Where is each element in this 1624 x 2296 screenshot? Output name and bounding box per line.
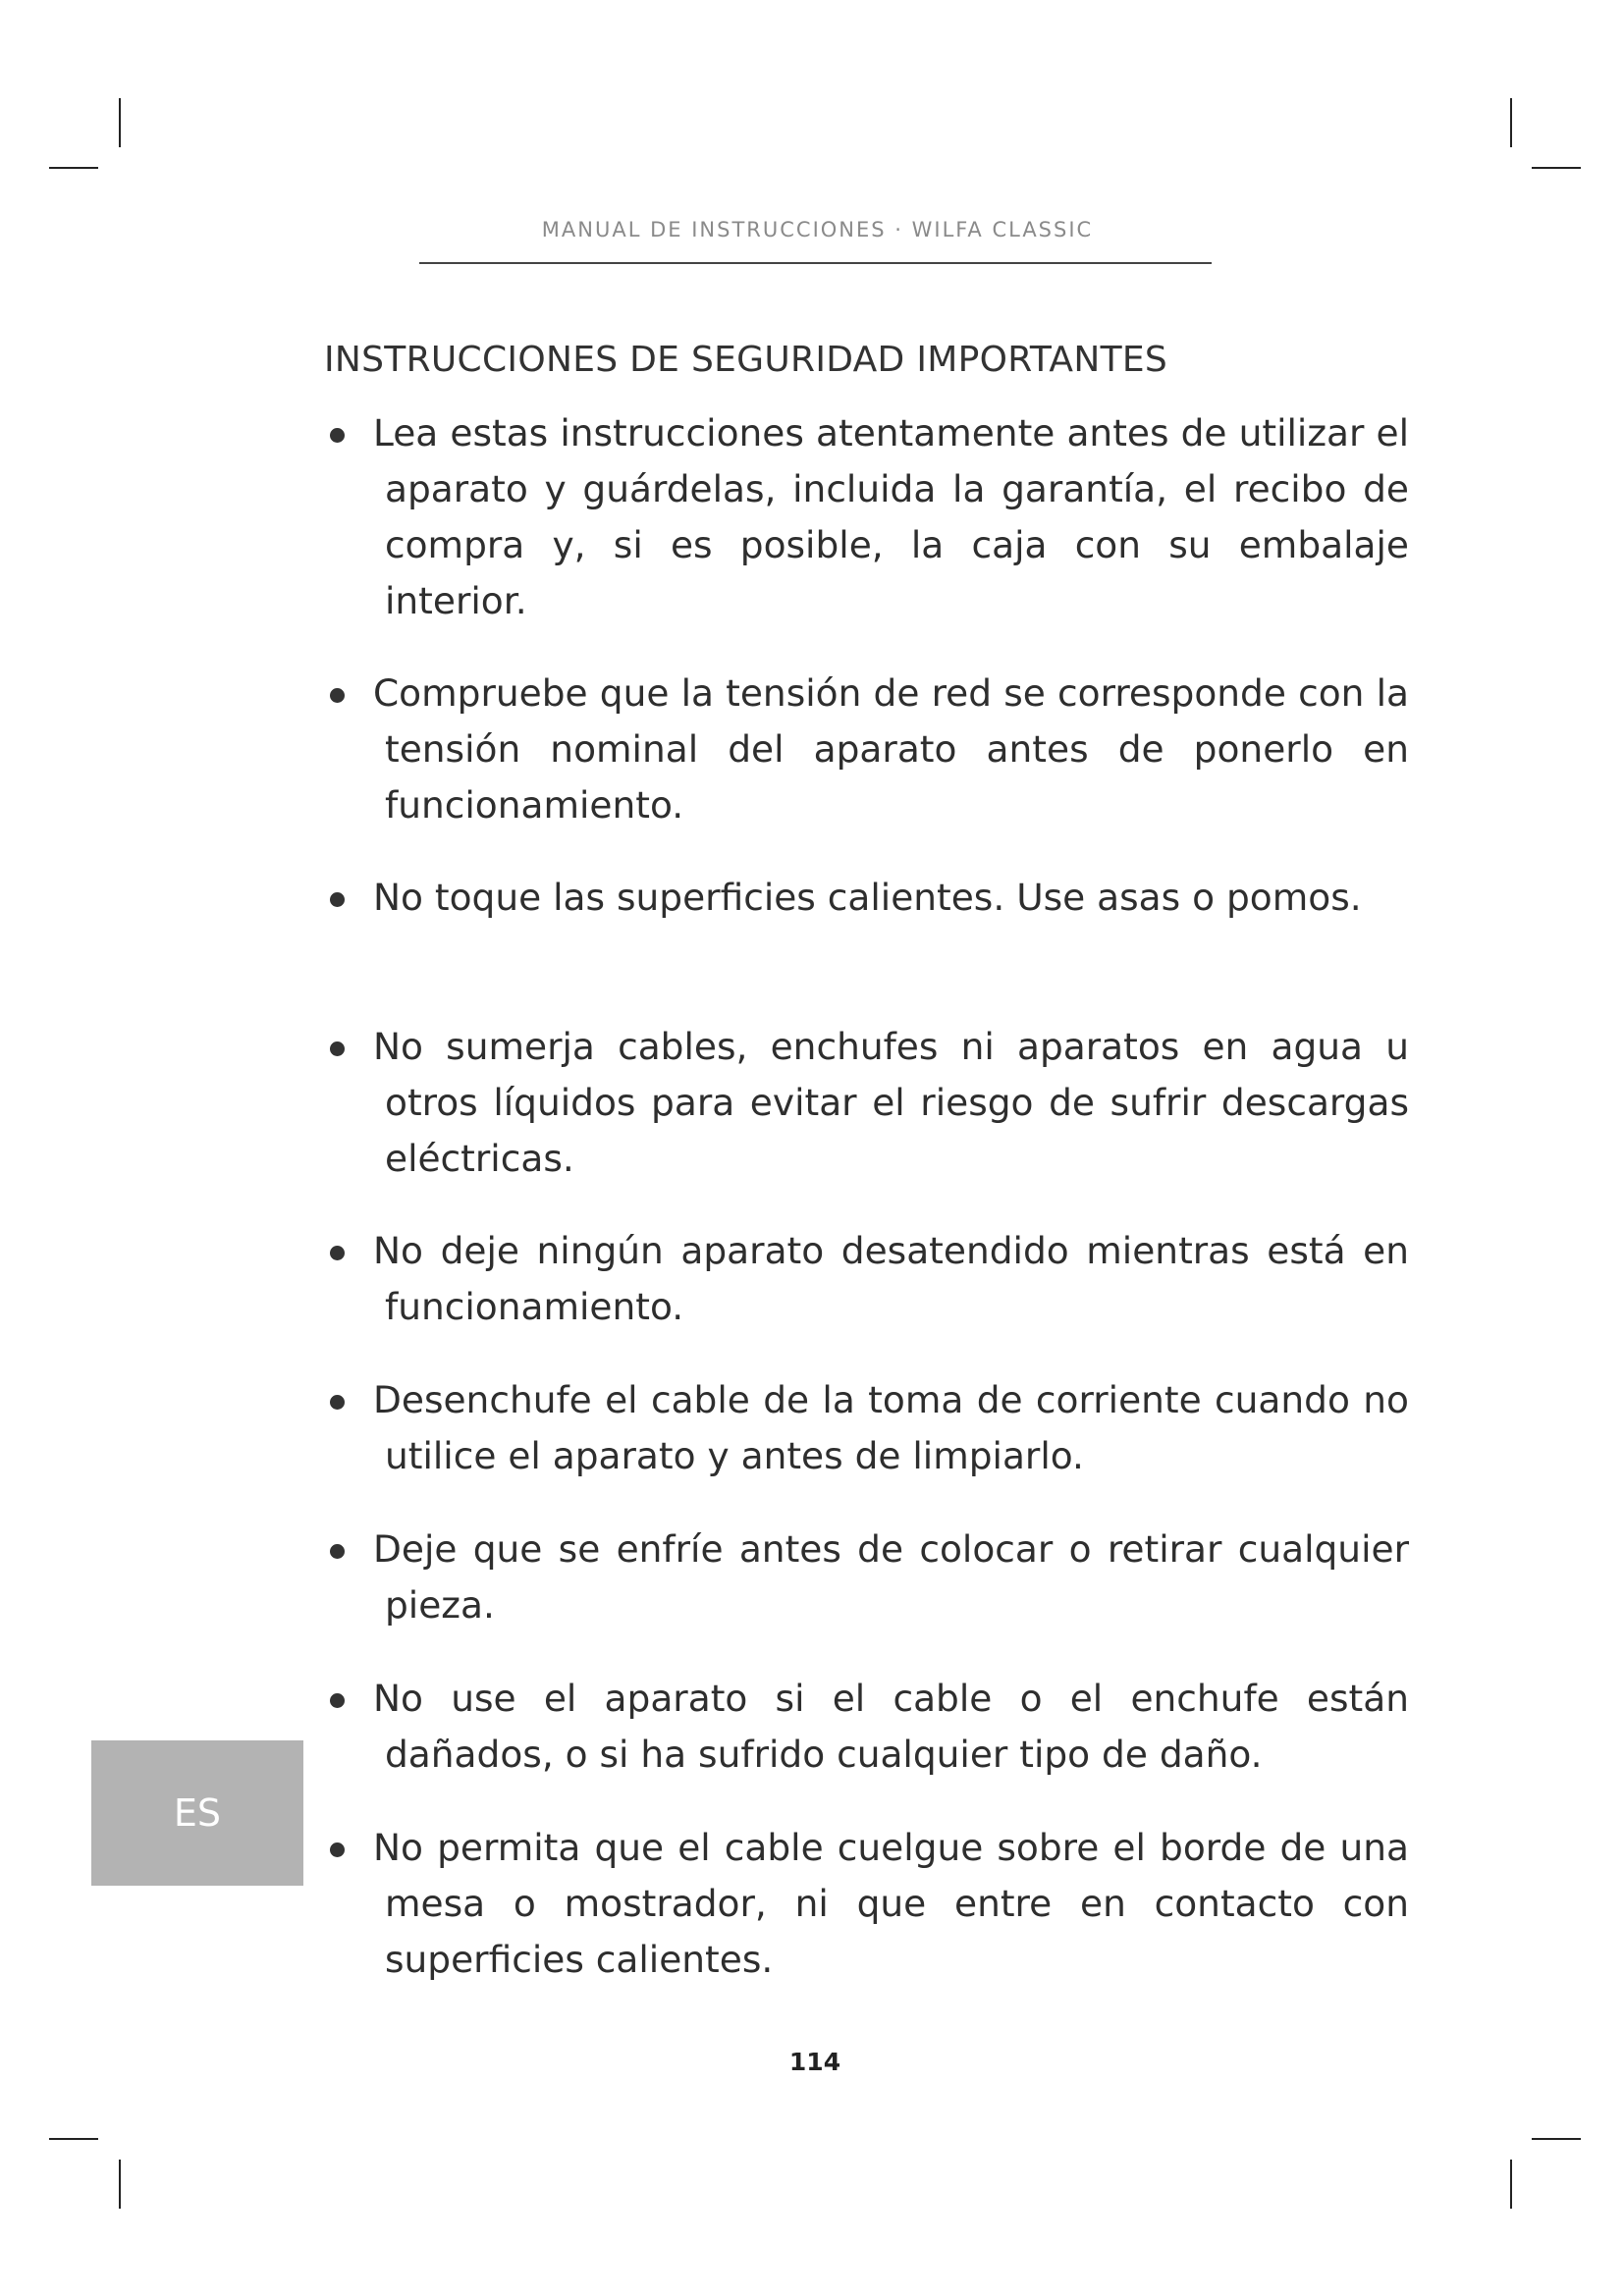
bullet-icon <box>330 1041 345 1056</box>
list-item-text: Compruebe que la tensión de red se corresponde con la tensión nominal del aparato antes de ponerlo en funcionamiento. <box>373 671 1409 827</box>
list-item-text: Deje que se enfríe antes de colocar o retirar cualquier pieza. <box>373 1527 1409 1627</box>
language-tab <box>91 1740 303 1886</box>
list-item <box>324 666 1409 833</box>
bullet-icon <box>330 1842 345 1857</box>
crop-mark-bottom-left-vertical <box>119 2160 121 2209</box>
bullet-icon <box>330 428 345 443</box>
crop-mark-top-left-horizontal <box>49 167 98 169</box>
list-item <box>324 405 1409 629</box>
bullet-icon <box>330 1246 345 1260</box>
list-item-text: Desenchufe el cable de la toma de corriente cuando no utilice el aparato y antes de limpiarlo. <box>373 1378 1409 1477</box>
crop-mark-bottom-right-horizontal <box>1532 2138 1581 2140</box>
header-rule <box>419 262 1212 264</box>
bullet-icon <box>330 892 345 907</box>
list-item-text: Lea estas instrucciones atentamente antes de utilizar el aparato y guárdelas, incluida la garantía, el recibo de compra y, si es posible, la caja con su embalaje interior. <box>373 411 1409 622</box>
language-tab-label: ES <box>173 1791 222 1835</box>
bullet-icon <box>330 1693 345 1708</box>
list-item <box>324 1019 1409 1187</box>
list-item-text: No toque las superficies calientes. Use asas o pomos. <box>373 876 1362 919</box>
list-item-text: No sumerja cables, enchufes ni aparatos en agua u otros líquidos para evitar el riesgo de sufrir descargas eléctricas. <box>373 1025 1409 1180</box>
bullet-icon <box>330 1395 345 1410</box>
crop-mark-top-right-horizontal <box>1532 167 1581 169</box>
list-item <box>324 1223 1409 1335</box>
crop-mark-bottom-left-horizontal <box>49 2138 98 2140</box>
bullet-icon <box>330 1544 345 1559</box>
bullet-icon <box>330 688 345 703</box>
list-item <box>324 1522 1409 1633</box>
list-item-text: No permita que el cable cuelgue sobre el borde de una mesa o mostrador, ni que entre en contacto con superficies calientes. <box>373 1826 1409 1981</box>
list-item <box>324 1671 1409 1783</box>
list-item-text: No use el aparato si el cable o el enchufe están dañados, o si ha sufrido cualquier tipo de daño. <box>373 1677 1409 1776</box>
crop-mark-top-left-vertical <box>119 98 121 147</box>
list-item-text: No deje ningún aparato desatendido mientras está en funcionamiento. <box>373 1229 1409 1328</box>
list-item <box>324 1372 1409 1484</box>
crop-mark-bottom-right-vertical <box>1510 2160 1512 2209</box>
crop-mark-top-right-vertical <box>1510 98 1512 147</box>
page-number: 114 <box>788 2048 841 2076</box>
running-header: MANUAL DE INSTRUCCIONES · WILFA CLASSIC <box>541 218 1094 241</box>
list-item <box>324 870 1409 926</box>
list-item <box>324 1820 1409 1988</box>
section-title: INSTRUCCIONES DE SEGURIDAD IMPORTANTES <box>324 340 1168 380</box>
